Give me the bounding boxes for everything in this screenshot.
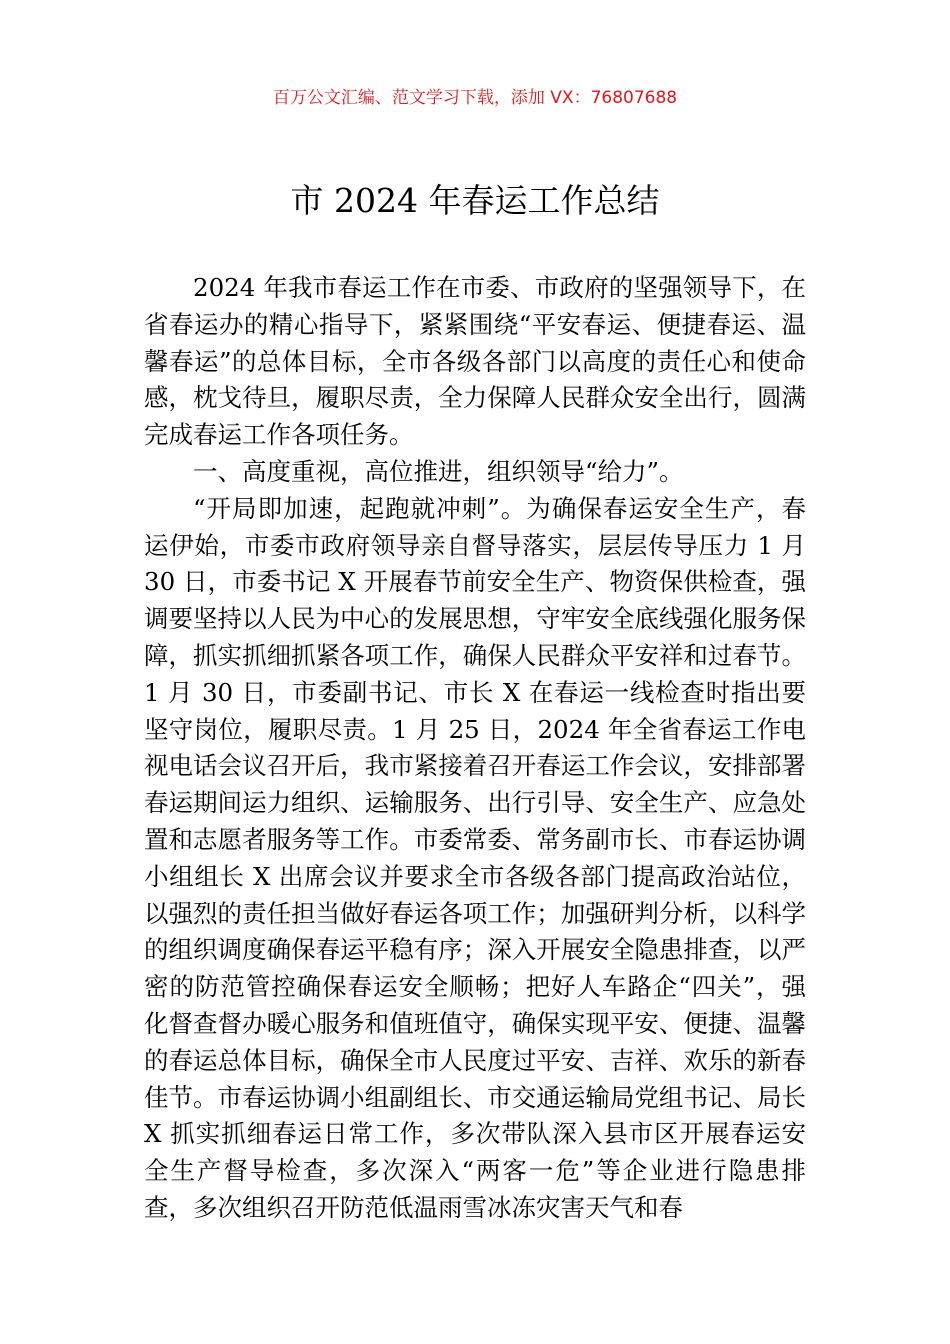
document-title: 市 2024 年春运工作总结: [290, 181, 660, 220]
header-watermark-note: 百万公文汇编、范文学习下载，添加 VX：76807688: [272, 88, 678, 108]
section-heading-1: 一、高度重视，高位推进，组织领导“给力”。: [193, 456, 684, 486]
document-body: [144, 270, 806, 1227]
paragraph-intro: 2024 年我市春运工作在市委、市政府的坚强领导下，在省春运办的精心指导下，紧紧围绕“平安春运、便捷春运、温馨春运”的总体目标，全市各级各部门以高度的责任心和使命感，枕戈待旦，履职尽责，全力保障人民群众安全出行，圆满完成春运工作各项任务。: [144, 273, 806, 450]
paragraph-section-1: “开局即加速，起跑就冲刺”。为确保春运安全生产，春运伊始，市委市政府领导亲自督导落实，层层传导压力 1 月 30 日，市委书记 X 开展春节前安全生产、物资保供检查，强调要坚持以人民为中心的发展思想，守牢安全底线强化服务保障，抓实抓细抓紧各项工作，确保人民群众平安祥和过春节。1 月 30 日，市委副书记、市长 X 在春运一线检查时指出要坚守岗位，履职尽责。1 月 25 日，2024 年全省春运工作电视电话会议召开后，我市紧接着召开春运工作会议，安排部署春运期间运力组织、运输服务、出行引导、安全生产、应急处置和志愿者服务等工作。市委常委、常务副市长、市春运协调小组组长 X 出席会议并要求全市各级各部门提高政治站位，以强烈的责任担当做好春运各项工作；加强研判分析，以科学的组织调度确保春运平稳有序；深入开展安全隐患排查，以严密的防范管控确保春运安全顺畅；把好人车路企“四关”，强化督查督办暖心服务和值班值守，确保实现平安、便捷、温馨的春运总体目标，确保全市人民度过平安、吉祥、欢乐的新春佳节。市春运协调小组副组长、市交通运输局党组书记、局长 X 抓实抓细春运日常工作，多次带队深入县市区开展春运安全生产督导检查，多次深入“两客一危”等企业进行隐患排查，多次组织召开防范低温雨雪冰冻灾害天气和春: [144, 493, 806, 1222]
